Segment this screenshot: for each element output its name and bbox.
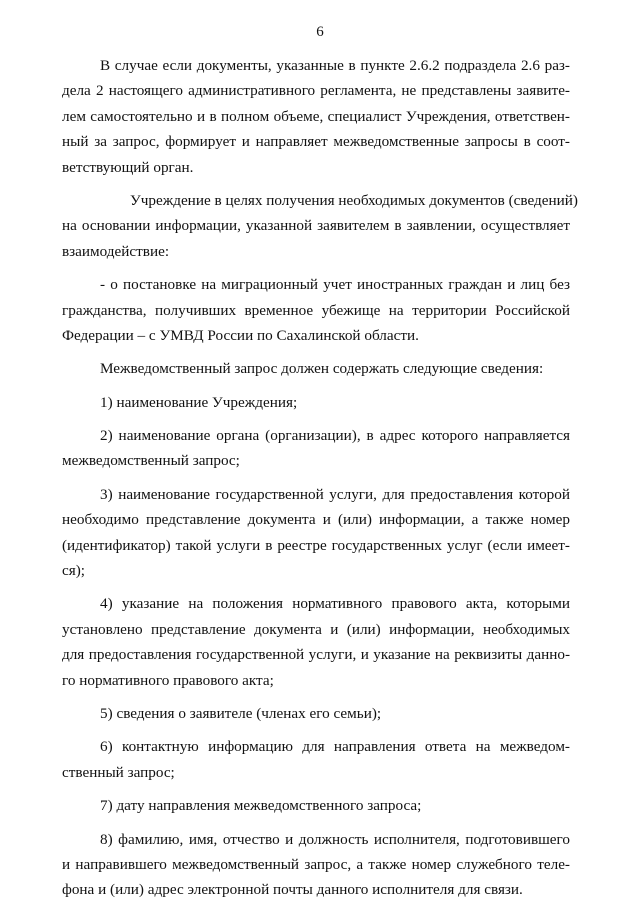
text-line: го нормативного правового акта;	[62, 671, 274, 689]
text-line: и направившего межведомственный запрос, а также номер служебного теле-	[62, 855, 570, 873]
text-line: Межведомственный запрос должен содержать следующие сведения:	[100, 360, 544, 378]
text-line: 6) контактную информацию для направления ответа на межведом-	[100, 738, 570, 756]
paragraph-gap	[62, 693, 570, 701]
paragraph-gap	[62, 264, 570, 272]
text-line: ный за запрос, формирует и направляет межведомственные запросы в соот-	[62, 133, 570, 151]
paragraph	[62, 591, 570, 693]
paragraph	[62, 482, 570, 584]
paragraph-gap	[62, 180, 570, 188]
text-line: Федерации – с УМВД России по Сахалинской области.	[62, 326, 419, 344]
paragraph-gap	[62, 583, 570, 591]
text-line: взаимодействие:	[62, 242, 170, 260]
paragraph	[62, 793, 570, 818]
paragraph	[62, 423, 570, 474]
paragraph-gap	[62, 474, 570, 482]
paragraph	[62, 188, 578, 264]
paragraph-gap	[62, 726, 570, 734]
text-line: 7) дату направления межведомственного запроса;	[100, 797, 422, 815]
text-line: Учреждение в целях получения необходимых документов (сведений)	[130, 191, 578, 209]
text-line: 5) сведения о заявителе (членах его семьи);	[100, 704, 382, 722]
paragraph	[62, 272, 570, 348]
paragraph-gap	[62, 348, 570, 356]
text-line: дела 2 настоящего административного регламента, не представлены заявите-	[62, 82, 570, 100]
text-line: лем самостоятельно и в полном объеме, специалист Учреждения, ответствен-	[62, 107, 570, 125]
text-line: ственный запрос;	[62, 763, 175, 781]
document-body	[62, 53, 578, 903]
text-line: необходимо представление документа и (или) информации, а также номер	[62, 511, 570, 529]
text-line: межведомственный запрос;	[62, 452, 240, 470]
text-line: гражданства, получивших временное убежище на территории Российской	[62, 301, 570, 319]
text-line: фона и (или) адрес электронной почты данного исполнителя для связи.	[62, 881, 523, 899]
text-line: для предоставления государственной услуги, и указание на реквизиты данно-	[62, 646, 570, 664]
paragraph	[62, 390, 570, 415]
paragraph	[62, 53, 570, 180]
text-line: В случае если документы, указанные в пункте 2.6.2 подраздела 2.6 раз-	[100, 57, 570, 74]
paragraph-gap	[62, 415, 570, 423]
text-line: 8) фамилию, имя, отчество и должность исполнителя, подготовившего	[100, 830, 570, 848]
paragraph-gap	[62, 819, 570, 827]
page-number: 6	[316, 24, 324, 40]
text-line: ветствующий орган.	[62, 158, 194, 176]
paragraph	[62, 734, 570, 785]
text-line: - о постановке на миграционный учет иностранных граждан и лиц без	[100, 276, 570, 294]
text-line: 1) наименование Учреждения;	[100, 393, 298, 411]
paragraph	[62, 701, 570, 726]
paragraph-gap	[62, 785, 570, 793]
text-line: ся);	[62, 562, 86, 580]
paragraph	[62, 356, 570, 381]
text-line: 4) указание на положения нормативного правового акта, которыми	[100, 595, 570, 613]
text-line: (идентификатор) такой услуги в реестре государственных услуг (если имеет-	[62, 536, 570, 554]
text-line: 2) наименование органа (организации), в адрес которого направляется	[100, 427, 570, 445]
paragraph	[62, 827, 570, 903]
text-line: установлено представление документа и (или) информации, необходимых	[62, 620, 570, 638]
paragraph-gap	[62, 382, 570, 390]
text-line: 3) наименование государственной услуги, для предоставления которой	[100, 485, 570, 503]
text-line: на основании информации, указанной заявителем в заявлении, осуществляет	[62, 217, 570, 235]
